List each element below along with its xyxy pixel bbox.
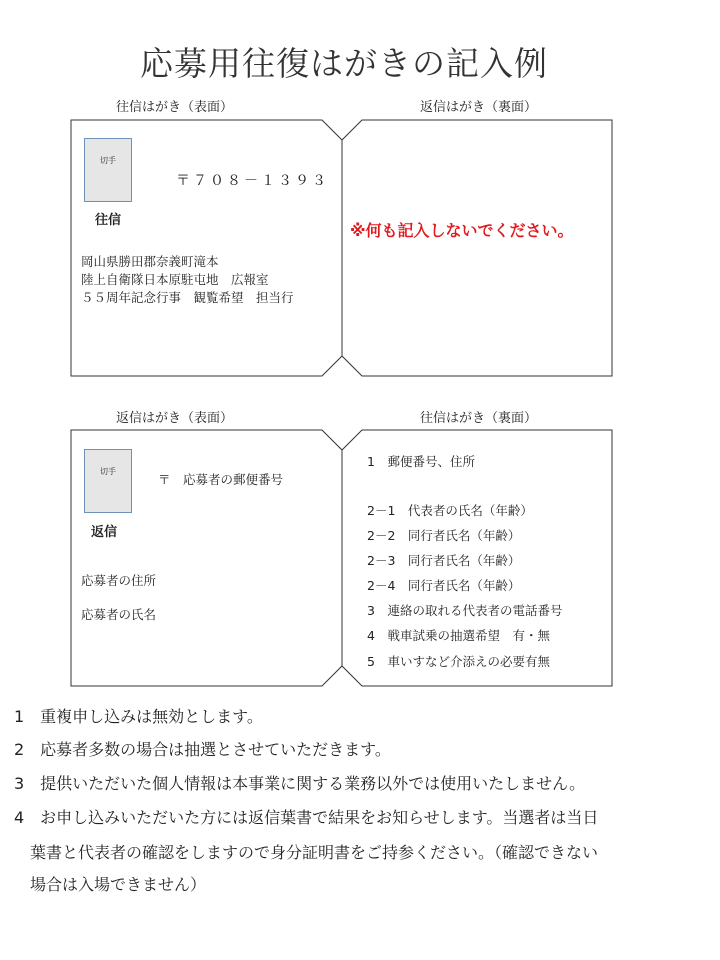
- field-item: 2－3 同行者氏名（年齢）: [367, 553, 521, 568]
- address-line-2: 陸上自衛隊日本原駐屯地 広報室: [81, 272, 269, 287]
- note-item-continued: 場合は入場できません）: [30, 875, 207, 894]
- note-item: 1 重複申し込みは無効とします。: [14, 707, 263, 726]
- applicant-address: 応募者の住所: [81, 573, 157, 588]
- address-line-1: 岡山県勝田郡奈義町滝本: [81, 254, 219, 269]
- bottom-left-caption: 返信はがき（表面）: [116, 411, 234, 426]
- note-item: 3 提供いただいた個人情報は本事業に関する業務以外では使用いたしません。: [14, 774, 586, 793]
- note-item: 2 応募者多数の場合は抽選とさせていただきます。: [14, 740, 391, 759]
- bottom-postal-code: 〒 応募者の郵便番号: [158, 472, 284, 487]
- stamp-label: 切手: [100, 467, 116, 476]
- field-item: 5 車いすなど介添えの必要有無: [367, 654, 550, 669]
- field-item: 1 郵便番号、住所: [367, 454, 475, 469]
- stamp-placeholder: [84, 449, 132, 513]
- no-writing-notice: ※何も記入しないでください。: [350, 221, 574, 240]
- top-right-caption: 返信はがき（裏面）: [420, 100, 538, 115]
- field-item: 2－2 同行者氏名（年齢）: [367, 528, 521, 543]
- note-item-continued: 葉書と代表者の確認をしますので身分証明書をご持参ください。（確認できない: [30, 843, 599, 862]
- bottom-right-caption: 往信はがき（裏面）: [420, 411, 538, 426]
- field-item: 2－1 代表者の氏名（年齢）: [367, 503, 533, 518]
- applicant-name: 応募者の氏名: [81, 607, 157, 622]
- address-line-3: ５５周年記念行事 観覧希望 担当行: [81, 290, 294, 305]
- stamp-placeholder: [84, 138, 132, 202]
- page-title: 応募用往復はがきの記入例: [140, 44, 548, 83]
- field-item: 3 連絡の取れる代表者の電話番号: [367, 603, 563, 618]
- stamp-label: 切手: [100, 156, 116, 165]
- bottom-card-outline: [71, 430, 612, 686]
- reply-label: 返信: [91, 525, 118, 540]
- top-left-caption: 往信はがき（表面）: [116, 100, 234, 115]
- top-card-outline: [71, 120, 612, 376]
- field-item: 4 戦車試乗の抽選希望 有・無: [367, 628, 550, 643]
- field-item: 2－4 同行者氏名（年齢）: [367, 578, 521, 593]
- top-postal-code: 〒７０８－１３９３: [176, 173, 329, 189]
- note-item: 4 お申し込みいただいた方には返信葉書で結果をお知らせします。当選者は当日: [14, 808, 599, 827]
- outgoing-label: 往信: [95, 213, 122, 228]
